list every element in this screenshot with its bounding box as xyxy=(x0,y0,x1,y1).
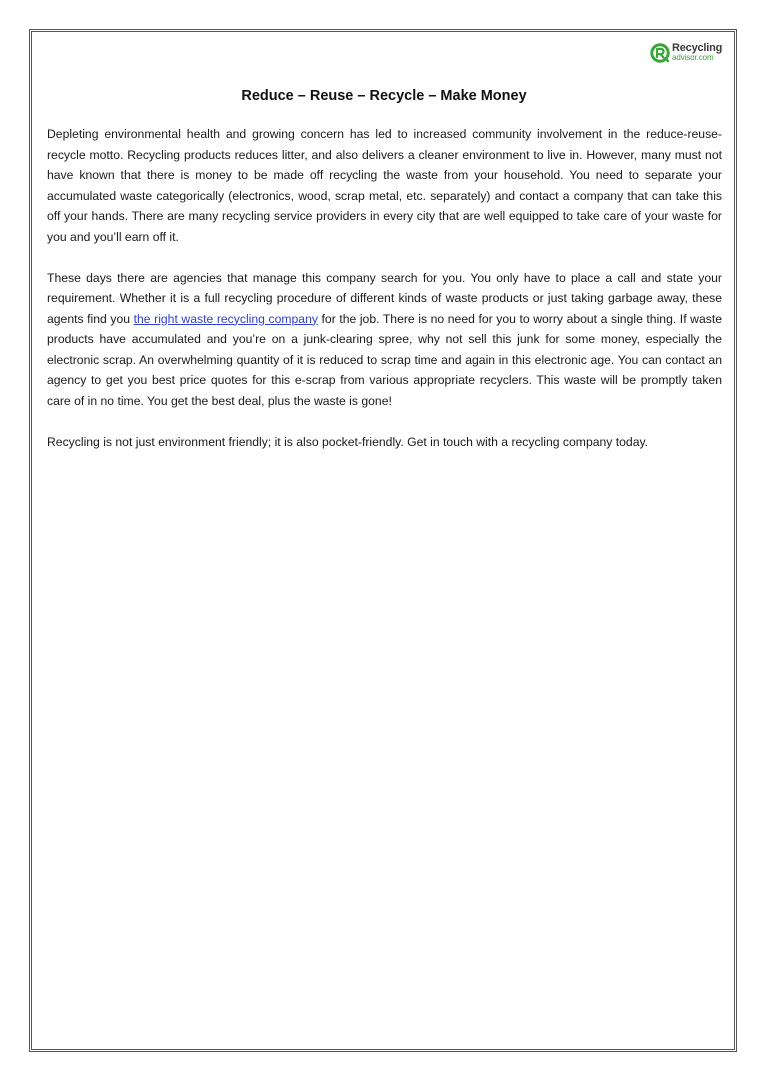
recycling-advisor-logo[interactable] xyxy=(650,40,722,66)
logo-name: Recycling xyxy=(672,42,723,54)
waste-recycling-company-link[interactable]: the right waste recycling company xyxy=(133,311,318,326)
paragraph-2-text-end: for the job. There is no need for you to worry about a single thing. If waste products have accumulated and you’re on a junk-clearing spree, why not sell this junk for some money, especially the electronic scrap. An overwhelming quantity of it is reduced to scrap time and again in this electronic age. You can contact an agency to get you best price quotes for this e-scrap from various appropriate recyclers. This waste will be promptly taken care of in no time. You get the best deal, plus the waste is gone! xyxy=(47,311,722,408)
paragraph-1: Depleting environmental health and growing concern has led to increased community involvement in the reduce-reuse-recycle motto. Recycling products reduces litter, and also delivers a cleaner environment to live in. However, many must not have known that there is money to be made off recycling the waste from your household. You need to separate your accumulated waste categorically (electronics, wood, scrap metal, etc. separately) and contact a company that can take this off your hands. There are many recycling service providers in every city that are well equipped to take care of your waste for you and you’ll earn off it. xyxy=(47,127,722,244)
logo-text xyxy=(672,43,722,63)
recycle-r-icon xyxy=(650,43,670,63)
paragraph-2-text-start: These days there are agencies that manage this company search for you. You only have to place a call and state your requirement. Whether it is a full recycling procedure of different kinds of waste products or just taking garbage away, these agents find you xyxy=(47,270,722,326)
logo-domain: advisor.com xyxy=(672,53,714,62)
document-body xyxy=(47,124,722,473)
paragraph-2 xyxy=(47,268,722,412)
document-title: Reduce – Reuse – Recycle – Make Money xyxy=(241,88,527,104)
paragraph-3: Recycling is not just environment friendly; it is also pocket-friendly. Get in touch with a recycling company today. xyxy=(47,434,649,449)
